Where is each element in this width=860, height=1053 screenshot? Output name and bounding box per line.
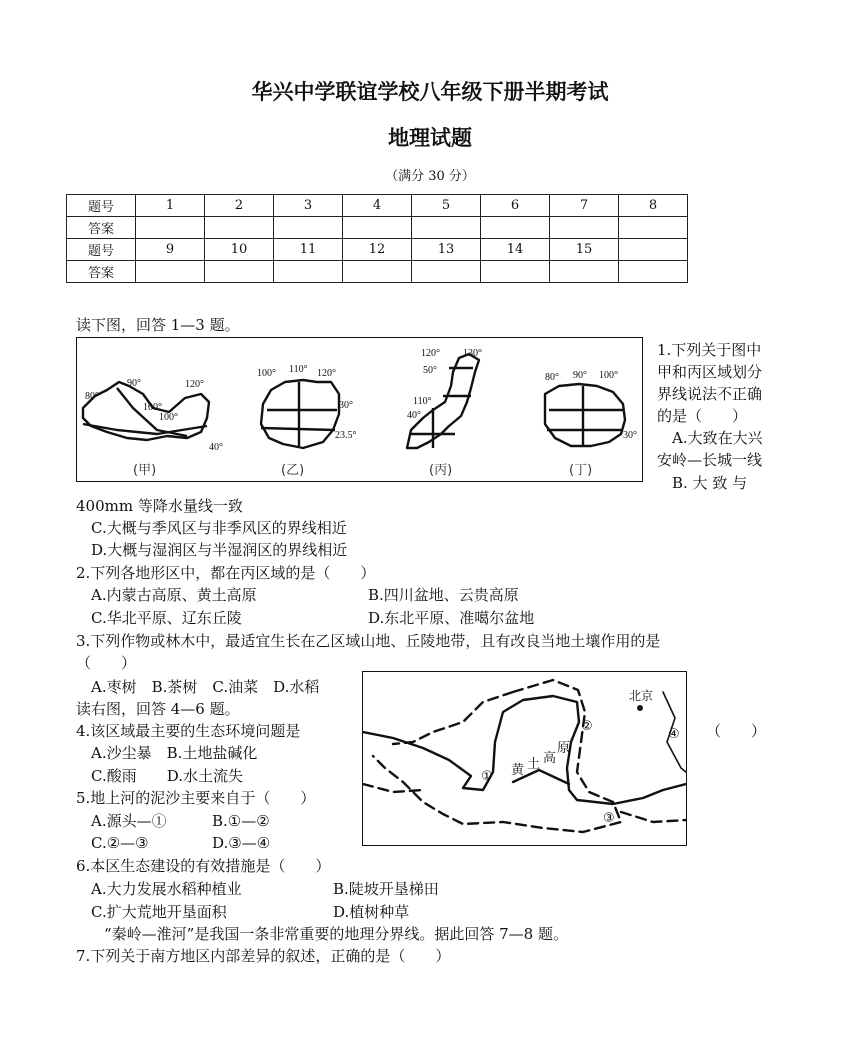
panel-label-ding: (丁) bbox=[569, 463, 593, 478]
q5-option-d[interactable]: D.③—④ bbox=[212, 834, 271, 852]
answer-cell[interactable] bbox=[550, 217, 619, 239]
answer-cell[interactable] bbox=[136, 261, 205, 283]
q3-paren: （ ） bbox=[76, 654, 137, 672]
marker-1: ① bbox=[481, 769, 493, 784]
panel-label-jia: (甲) bbox=[133, 463, 157, 478]
q2-option-a[interactable]: A.内蒙古高原、黄土高原 bbox=[91, 586, 257, 604]
region-char: 高 bbox=[543, 751, 557, 766]
answer-cell[interactable] bbox=[412, 217, 481, 239]
beijing-dot bbox=[637, 705, 643, 711]
region-sketches bbox=[77, 338, 642, 481]
ding-label: 90° bbox=[573, 370, 587, 381]
q4-options-cd[interactable]: C.酸雨 D.水土流失 bbox=[91, 767, 243, 785]
table-cell: 答案 bbox=[67, 217, 136, 239]
subject-title: 地理试题 bbox=[388, 125, 472, 150]
ding-label: 30° bbox=[623, 430, 637, 441]
jia-label: 120° bbox=[185, 379, 204, 390]
q5-option-c[interactable]: C.②—③ bbox=[91, 834, 149, 852]
answer-cell[interactable] bbox=[619, 261, 688, 283]
yellow-river bbox=[363, 696, 686, 804]
score-note: （满分 30 分） bbox=[385, 169, 475, 184]
q6-option-b[interactable]: B.陡坡开垦梯田 bbox=[333, 880, 439, 898]
table-cell: 1 bbox=[136, 195, 205, 217]
loess-map bbox=[362, 671, 687, 846]
answer-cell[interactable] bbox=[274, 217, 343, 239]
answer-cell[interactable] bbox=[619, 217, 688, 239]
yi-label: 30° bbox=[339, 400, 353, 411]
region-char: 土 bbox=[527, 757, 541, 772]
intro-q4-6: 读右图，回答 4—6 题。 bbox=[76, 700, 240, 718]
table-cell: 3 bbox=[274, 195, 343, 217]
table-cell: 答案 bbox=[67, 261, 136, 283]
table-cell: 15 bbox=[550, 239, 619, 261]
q4-paren: （ ） bbox=[706, 722, 767, 740]
answer-cell[interactable] bbox=[136, 217, 205, 239]
q1-stem-line: 界线说法不正确 bbox=[657, 385, 763, 403]
answer-cell[interactable] bbox=[274, 261, 343, 283]
q2-stem: 2.下列各地形区中，都在丙区域的是（ ） bbox=[76, 564, 376, 582]
q1-option-a-cont: 安岭—长城一线 bbox=[657, 451, 763, 469]
table-cell: 11 bbox=[274, 239, 343, 261]
exam-title: 华兴中学联谊学校八年级下册半期考试 bbox=[251, 79, 609, 104]
table-cell: 9 bbox=[136, 239, 205, 261]
answer-cell[interactable] bbox=[205, 217, 274, 239]
table-cell: 14 bbox=[481, 239, 550, 261]
yi-label: 23.5° bbox=[335, 430, 357, 441]
jia-label: 100° bbox=[159, 412, 178, 423]
marker-2: ② bbox=[581, 719, 593, 734]
table-cell: 12 bbox=[343, 239, 412, 261]
marker-4: ④ bbox=[668, 727, 680, 742]
q7-stem: 7.下列关于南方地区内部差异的叙述，正确的是（ ） bbox=[76, 947, 451, 965]
answer-cell[interactable] bbox=[412, 261, 481, 283]
table-row bbox=[67, 239, 688, 261]
q6-option-c[interactable]: C.扩大荒地开垦面积 bbox=[91, 903, 227, 921]
q1-option-b-cont: 400mm 等降水量线一致 bbox=[76, 497, 243, 515]
table-cell: 6 bbox=[481, 195, 550, 217]
table-cell bbox=[619, 239, 688, 261]
region-char: 黄 bbox=[511, 763, 525, 778]
bing-label: 130° bbox=[463, 348, 482, 359]
answer-cell[interactable] bbox=[550, 261, 619, 283]
answer-cell[interactable] bbox=[481, 261, 550, 283]
jia-label: 90° bbox=[127, 378, 141, 389]
q1-stem-line: 1.下列关于图中 bbox=[657, 341, 762, 359]
q6-stem: 6.本区生态建设的有效措施是（ ） bbox=[76, 857, 331, 875]
ding-label: 100° bbox=[599, 370, 618, 381]
table-cell: 10 bbox=[205, 239, 274, 261]
table-cell: 7 bbox=[550, 195, 619, 217]
q5-stem: 5.地上河的泥沙主要来自于（ ） bbox=[76, 789, 316, 807]
q1-option-b[interactable]: B. 大 致 与 bbox=[672, 474, 748, 492]
q5-option-a[interactable]: A.源头—① bbox=[91, 812, 167, 830]
jia-label: 40° bbox=[209, 442, 223, 453]
bing-label: 120° bbox=[421, 348, 440, 359]
answer-table bbox=[66, 194, 688, 283]
table-cell: 题号 bbox=[67, 239, 136, 261]
beijing-label: 北京 bbox=[629, 689, 654, 703]
q1-option-c[interactable]: C.大概与季风区与非季风区的界线相近 bbox=[91, 519, 347, 537]
table-row bbox=[67, 195, 688, 217]
answer-cell[interactable] bbox=[343, 261, 412, 283]
answer-cell[interactable] bbox=[205, 261, 274, 283]
region-char: 原 bbox=[557, 741, 571, 756]
q2-option-c[interactable]: C.华北平原、辽东丘陵 bbox=[91, 609, 242, 627]
table-cell: 4 bbox=[343, 195, 412, 217]
table-row bbox=[67, 261, 688, 283]
yi-label: 120° bbox=[317, 368, 336, 379]
yi-label: 100° bbox=[257, 368, 276, 379]
yi-label: 110° bbox=[289, 364, 308, 375]
table-row bbox=[67, 217, 688, 239]
q4-stem: 4.该区域最主要的生态环境问题是 bbox=[76, 722, 301, 740]
q3-options[interactable]: A.枣树 B.茶树 C.油菜 D.水稻 bbox=[91, 678, 320, 696]
bing-label: 50° bbox=[423, 365, 437, 376]
region-ding-outline bbox=[545, 384, 625, 446]
q1-stem-line: 甲和丙区域划分 bbox=[657, 363, 763, 381]
marker-3: ③ bbox=[603, 811, 615, 826]
plateau-boundary bbox=[373, 680, 621, 832]
q3-stem: 3.下列作物或林木中，最适宜生长在乙区域山地、丘陵地带，且有改良当地土壤作用的是 bbox=[76, 632, 661, 650]
ding-label: 80° bbox=[545, 372, 559, 383]
q4-options-ab[interactable]: A.沙尘暴 B.土地盐碱化 bbox=[91, 744, 258, 762]
table-cell: 2 bbox=[205, 195, 274, 217]
bing-label: 40° bbox=[407, 410, 421, 421]
loess-map-svg bbox=[363, 672, 686, 845]
q1-option-d[interactable]: D.大概与湿润区与半湿润区的界线相近 bbox=[91, 541, 348, 559]
bing-label: 110° bbox=[413, 396, 432, 407]
panel-label-yi: (乙) bbox=[281, 463, 305, 478]
q1-option-a[interactable]: A.大致在大兴 bbox=[672, 429, 763, 447]
panel-label-bing: (丙) bbox=[429, 463, 453, 478]
jia-label: 80° bbox=[85, 391, 99, 402]
intro-q1-3: 读下图，回答 1—3 题。 bbox=[76, 316, 240, 334]
region-figure bbox=[76, 337, 643, 482]
q2-option-b[interactable]: B.四川盆地、云贵高原 bbox=[368, 586, 519, 604]
q5-option-b[interactable]: B.①—② bbox=[212, 812, 270, 830]
table-cell: 5 bbox=[412, 195, 481, 217]
table-cell: 13 bbox=[412, 239, 481, 261]
intro-q7-8: “秦岭—淮河”是我国一条非常重要的地理分界线。据此回答 7—8 题。 bbox=[104, 925, 568, 943]
jia-label: 100° bbox=[143, 402, 162, 413]
q1-stem-line: 的是（ ） bbox=[657, 407, 748, 425]
table-cell: 8 bbox=[619, 195, 688, 217]
answer-cell[interactable] bbox=[343, 217, 412, 239]
q6-option-a[interactable]: A.大力发展水稻种植业 bbox=[91, 880, 242, 898]
table-cell: 题号 bbox=[67, 195, 136, 217]
answer-cell[interactable] bbox=[481, 217, 550, 239]
q2-option-d[interactable]: D.东北平原、准噶尔盆地 bbox=[368, 609, 535, 627]
q6-option-d[interactable]: D.植树种草 bbox=[333, 903, 410, 921]
